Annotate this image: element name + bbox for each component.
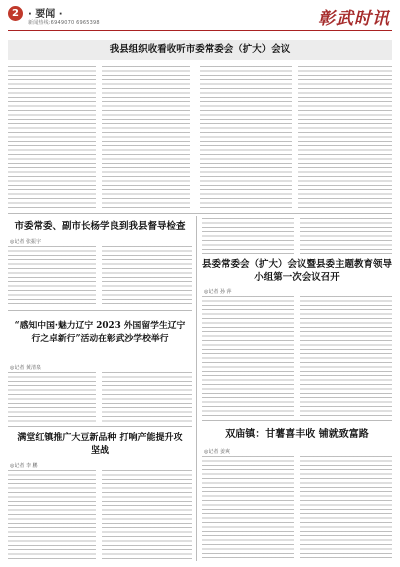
article-right-top-col-2 <box>300 218 392 254</box>
article-right-top-col-1 <box>202 218 294 254</box>
article-right-2-byline: ◎记者 姜爽 <box>204 449 230 455</box>
article-left-1-col-2 <box>102 246 192 306</box>
article-right-2-headline: 双庙镇：甘薯喜丰收 铺就致富路 <box>225 429 369 440</box>
article-left-2-headline: “感知中国·魅力辽宁 2023 外国留学生辽宁行之卓新行”活动在彰武沙学校举行 <box>14 321 186 344</box>
article-left-1-col-1 <box>8 246 96 306</box>
article-left-1-byline: ◎记者 张振宇 <box>10 239 41 245</box>
lead-body-col-3 <box>200 66 292 208</box>
lead-headline: 我县组织收看收听市委常委会（扩大）会议 <box>8 40 392 60</box>
article-right-1-col-1 <box>202 296 294 416</box>
article-right-2-col-2 <box>300 456 392 560</box>
newspaper-brand: 彰武时讯 <box>318 9 390 29</box>
article-left-2-byline: ◎记者 黄清泉 <box>10 365 41 371</box>
column-divider <box>196 216 197 561</box>
divider <box>8 213 392 214</box>
lead-body-col-1 <box>8 66 96 208</box>
article-left-2-col-2 <box>102 372 192 422</box>
divider <box>8 310 192 311</box>
lead-body-col-4 <box>298 66 392 208</box>
article-right-2-col-1 <box>202 456 294 560</box>
article-left-3-byline: ◎记者 李 鹏 <box>10 463 38 469</box>
article-left-3-col-2 <box>102 470 192 560</box>
article-right-1-col-2 <box>300 296 392 416</box>
article-right-1-headline: 县委常委会（扩大）会议暨县委主题教育领导小组第一次会议召开 <box>202 259 393 283</box>
article-left-2-col-1 <box>8 372 96 422</box>
section-title: · 要闻 · <box>28 9 63 20</box>
page-number: 2 <box>8 6 23 21</box>
divider <box>202 420 392 421</box>
article-left-3-headline: 满堂红镇推广大豆新品种 打响产能提升攻坚战 <box>17 433 183 456</box>
news-hotline: 新闻热线:6949070 6965398 <box>28 20 100 26</box>
article-left-1-headline: 市委常委、副市长杨学良到我县督导检查 <box>14 221 186 232</box>
divider <box>8 426 192 427</box>
article-left-3-col-1 <box>8 470 96 560</box>
lead-body-col-2 <box>102 66 190 208</box>
masthead <box>8 4 392 31</box>
article-right-1-byline: ◎记者 孙 萍 <box>204 289 232 295</box>
